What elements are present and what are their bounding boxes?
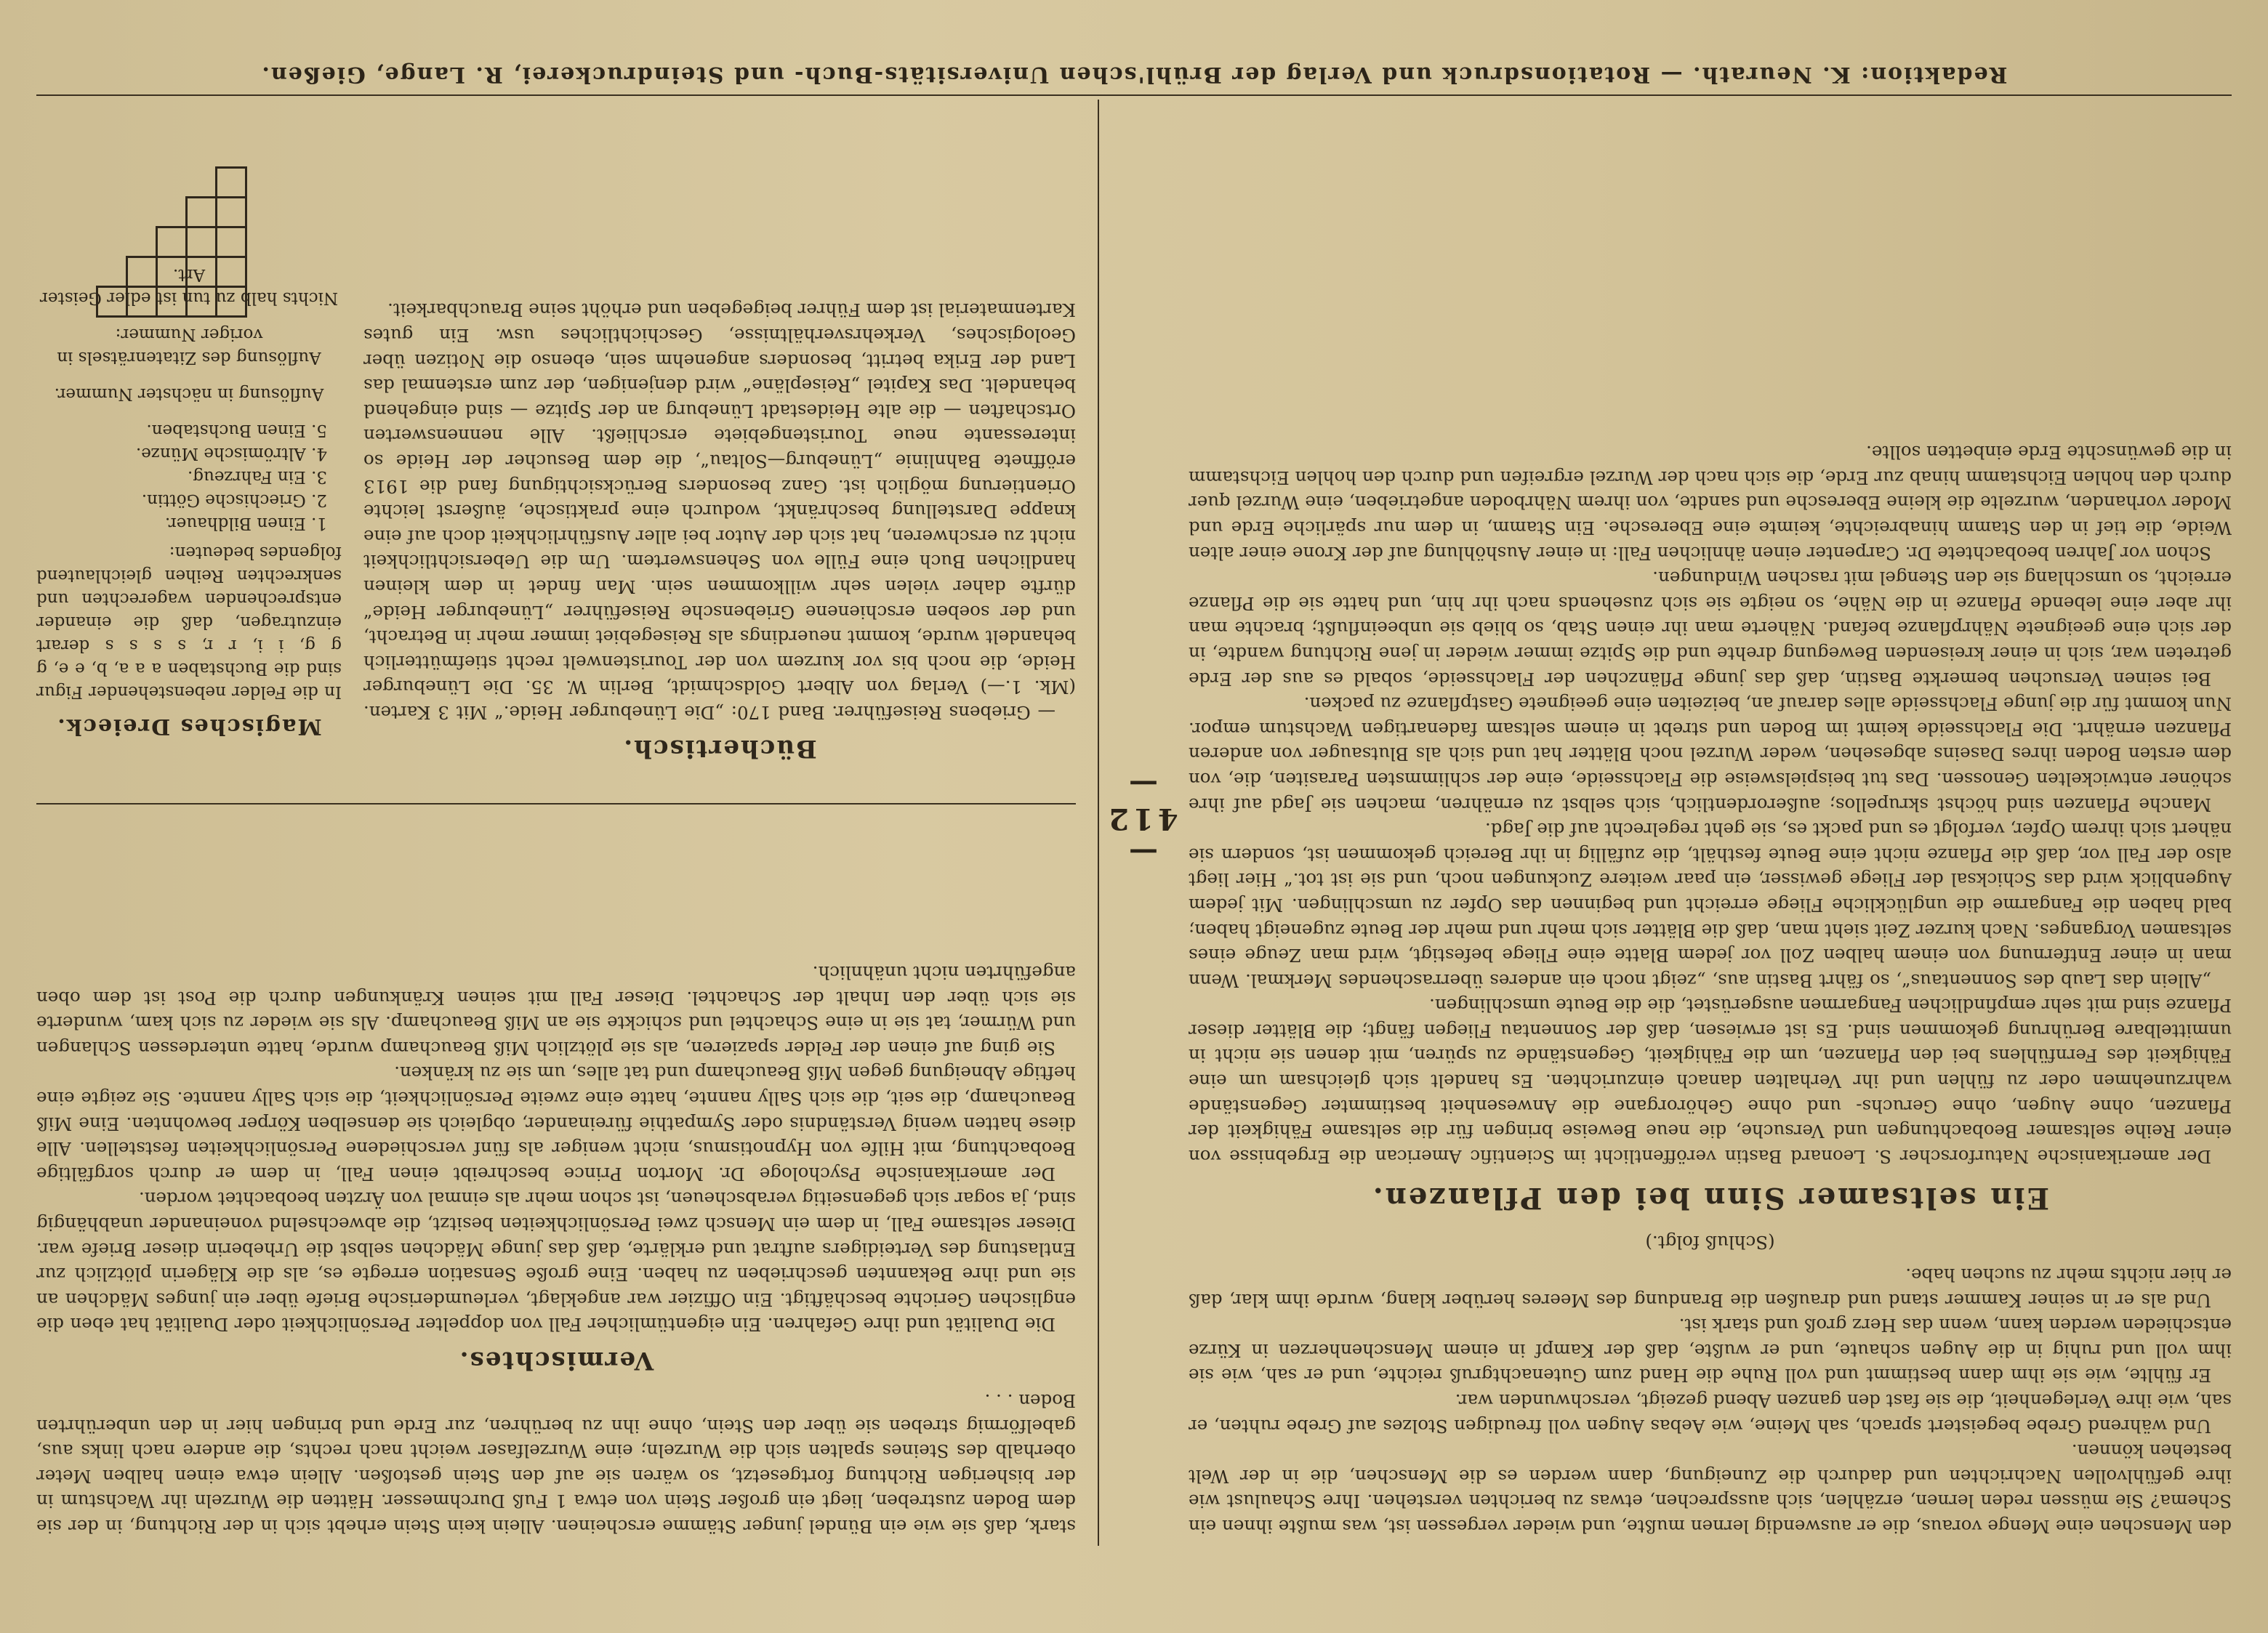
section-title: Vermischtes. xyxy=(458,1346,654,1376)
puzzle-clue: 2. Griechische Göttin. xyxy=(141,491,327,509)
story-paragraph: Er fühlte, wie sie ihm dann bestimmt und voll Ruhe die Hand zum Gutenachtgruß reichte, und er sah, wie sie ihm voll und ruhig in die Augen schaute, und er wußte, daß der Kampf in einem Menschenherzen in Kürze entschieden werden kann, wenn das Herz groß und stark ist. xyxy=(1189,1315,2232,1387)
puzzle-title: Magisches Dreieck. xyxy=(56,714,322,739)
magic-triangle-puzzle xyxy=(36,263,342,739)
triangle-cell xyxy=(185,256,217,288)
books-title: Büchertisch. xyxy=(622,734,817,763)
continued-note: (Schluß folgt.) xyxy=(1645,1232,1775,1254)
triangle-cell xyxy=(156,286,188,318)
article-continuation: stark, daß sie wie ein Bündel junger Stämme erscheinen. Allein kein Stein erhebt sich in der Richtung, in der sie dem Boden zustreben, liegt ein großer Stein von etwa 1 Fuß Durchmesser. Hätten die Wurzeln ihr Wachstum in der bisherigen Richtung fortgesetzt, so wären sie auf den Stein gestoßen. Allein etwa einen halben Meter oberhalb des Steines spalten sich die Wurzeln; eine Wurzelfaser weicht nach rechts, die andere nach links aus, gabelförmig streben sie über den Stein, ohne ihn zu berühren, zur Erde und bringen hier in den unberührten Boden . . . xyxy=(36,1390,1076,1537)
previous-solution-title: Auflösung des Zitatenrätsels in voriger Nummer: xyxy=(57,325,321,367)
imprint-footer: Redaktion: K. Neurath. — Rotationsdruck und Verlag der Brühl'schen Universitäts-Buch- und Steindruckerei, R. Lange, Gießen. xyxy=(260,62,2008,87)
books-section xyxy=(363,107,1076,775)
puzzle-instructions: In die Felder nebenstehender Figur sind die Buchstaben a a a, b, e e, g g g, i i, r r, s s s s derart einzutragen, daß die einander entsprechenden wagerechten und senkrechten Reihen gleichlautend folgendes bedeuten: xyxy=(36,543,342,701)
misc-paragraph: Sie ging auf einen der Felder spazieren, als sie plötzlich Miß Beauchamp wurde, hatte unterdessen Schlangen und Würmer, tat sie in eine Schachtel und schickte sie an Miß Beauchamp. Als sie wieder zu sich kam, wunderte sie sich über den Inhalt der Schachtel. Dieser Fall mit seinen Kränkungen durch die Post ist dem oben angeführten nicht unähnlich. xyxy=(36,962,1076,1059)
triangle-cell xyxy=(215,196,247,228)
puzzle-clues xyxy=(36,419,327,535)
triangle-cell xyxy=(185,226,217,258)
puzzle-clue: 3. Ein Fahrzeug. xyxy=(187,467,327,486)
previous-solution-answer: Nichts halb zu tun ist edler Geister Art. xyxy=(39,265,339,307)
book-review: — Griebens Reiseführer. Band 170: „Die Lüneburger Heide.“ Mit 3 Karten. (Mk. 1.—) Verlag von Albert Goldschmidt, Berlin W. 35. Die Lüneburger Heide, die noch bis vor kurzem von der Touristenwelt recht stiefmütterlich behandelt wurde, kommt neuerdings als Reisegebiet immer mehr in Betracht, und der soeben erschienene Griebensche Reiseführer „Lüneburger Heide“ dürfte daher vielen sehr willkommen sein. Man findet in dem kleinen handlichen Buch eine Fülle von Sehenswertem. Um die Uebersichtlichkeit nicht zu erschweren, hat sich der Autor bei aller Ausführlichkeit doch auf eine knappe Darstellung beschränkt, wodurch eine praktische, äußerst leichte Orientierung möglich ist. Ganz besonders Berücksichtigung fand die 1913 eröffnete Bahnlinie „Lüneburg—Soltau“, die dem Besucher der Heide so interessante neue Touristengebiete erschließt. Alle nennenswerten Ortschaften — die alte Heidestadt Lüneburg an der Spitze — sind eingehend behandelt. Das Kapitel „Reisepläne“ wird denjenigen, der zum erstenmal das Land der Erika betritt, besonders angenehm sein, ebenso die Notizen über Geologisches, Verkehrsverhältnisse, Geschichtliches usw. Ein gutes Kartenmaterial ist dem Führer beigegeben und erhöht seine Brauchbarkeit. xyxy=(363,299,1076,723)
triangle-cell xyxy=(215,226,247,258)
story-paragraph: Und als er in seiner Kammer stand und draußen die Brandung des Meeres herüber klang, wurde ihm klar, daß er hier nichts mehr zu suchen habe. xyxy=(1189,1265,2232,1311)
triangle-cell xyxy=(156,226,188,258)
footer-rule xyxy=(36,94,2232,96)
triangle-cell xyxy=(126,286,158,318)
left-column xyxy=(1189,180,2232,1539)
article-paragraph: Der amerikanische Naturforscher S. Leonard Bastin veröffentlicht im Scientific American die Ergebnisse von einer Reihe seltsamer Beobachtungen und Versuche, die neue Beweise bringen für die seltsame Fähigkeit der Pflanzen, ohne Augen, ohne Geruchs- und ohne Gehörorgane die Anwesenheit bestimmter Gegenstände wahrzunehmen oder zu fühlen und ihr Verhalten danach einzurichten. Es handelt sich gleichsam um eine Fähigkeit des Fernfühlens bei den Pflanzen, um die Fähigkeit, Gegenstände zu spüren, mit denen sie nicht in unmittelbare Berührung gekommen sind. Es ist erwiesen, daß der Sonnentau Fliegen fängt; die Blätter dieser Pflanze sind mit sehr empfindlichen Fangarmen ausgerüstet, die die Beute umschlingen. xyxy=(1189,995,2232,1167)
puzzle-solution-note: Auflösung in nächster Nummer. xyxy=(54,384,324,403)
triangle-cell xyxy=(185,196,217,228)
triangle-cell xyxy=(215,286,247,318)
article-paragraph: „Allein das Laub des Sonnentaus“, so fährt Bastin aus, „zeigt noch ein anderes überraschendes Merkmal. Wenn man in einer Entfernung von einem halben Zoll vor jedem Blatte eine Fliege befestigt, wird man Zeuge eines seltsamen Vorganges. Nach kurzer Zeit sieht man, daß die Blätter sich mehr und mehr der Beute zugeneigt haben; bald haben die Fangarme die unglückliche Fliege erreicht und beginnen das Opfer zu umschlingen. Mit jedem Augenblick wird das Schicksal der Fliege gewisser, ein paar weitere Zuckungen noch, und sie ist tot.“ Hier liegt also der Fall vor, daß die Pflanze nicht eine Beute festhält, die zufällig in ihr Bereich gekommen ist, sondern sie nähert sich ihrem Opfer, verfolgt es und packt es, sie geht regelrecht auf die Jagd. xyxy=(1189,819,2232,991)
triangle-cell xyxy=(126,256,158,288)
page-number: — 412 — xyxy=(1104,767,1178,870)
article-title: Ein seltsamer Sinn bei den Pflanzen. xyxy=(1370,1180,2050,1215)
puzzle-clue: 5. Einen Buchstaben. xyxy=(146,421,327,440)
right-column xyxy=(36,797,1076,1539)
story-paragraph: Und während Grebe begeistert sprach, sah Meine, wie Aebas Augen voll freudigen Stolzes auf Grebe ruhten, er sah, wie ihre Verlegenheit, die sie fast den ganzen Abend gezeigt, verschwunden war. xyxy=(1189,1390,2232,1437)
article-paragraph: Schon vor Jahren beobachtete Dr. Carpenter einen ähnlichen Fall: in einer Aushöhlung auf der Krone einer alten Weide, die tief in den Stamm hinabreichte, keimte eine Eberesche. Ein Stamm, in dem nur spärliche Erde und Moder vorhanden, wurzelte die kleine Eberesche und sandte, von ihrem Nährboden angetrieben, eine Wurzel quer durch den hohlen Eichstamm hinab zur Erde, die sich nach der Wurzel ergreifen und durch den hohlen Eichstamm in die gewünschte Erde einbetten sollte. xyxy=(1189,442,2232,564)
triangle-cell xyxy=(96,286,128,318)
triangle-cell xyxy=(156,256,188,288)
triangle-cell xyxy=(185,286,217,318)
article-paragraph: Manche Pflanzen sind höchst skrupellos; außerordentlich, sich selbst zu ernähren, machen sie Jagd auf ihre schöner entwickelten Genossen. Das tut beispielsweise die Flachsseide, eine der schlimmsten Parasiten, die, von dem ersten Boden ihres Daseins abgesehen, weder Wurzel noch Blätter hat und sich als Blutsauger von anderen Pflanzen ernährt. Die Flachsseide keimt im Boden und strebt in einem seltsam fadenartigen Wachstum empor. Nun kommt für die junge Flachsseide alles darauf an, beizeiten eine geeignete Gastpflanze zu packen. xyxy=(1189,693,2232,815)
article-paragraph: Bei seinen Versuchen bemerkte Bastin, daß das junge Pflänzchen der Flachsseide, sobald es aus der Erde getreten war, sich in einer kreisenden Bewegung drehte und die Spitze immer wieder in jene Richtung wandte, in der sich eine geeignete Nährpflanze befand. Näherte man ihr einen Stab, so blieb sie unbeeinflußt; brachte man ihr aber eine lebende Pflanze in die Nähe, so neigte sie sich zusehends nach ihr hin, und hatte sie die Pflanze erreicht, so umschlang sie den Stengel mit raschen Windungen. xyxy=(1189,568,2232,690)
story-paragraph: den Menschen eine Menge voraus, die er auswendig lernen mußte, und wieder vergessen ist, was mußte ihnen ein Schema? Sie müssen reden lernen, erzählen, sich aussprechen, etwas zu berichten verstehen. Ihre Schaulust wie ihre gefühlvollen Nachrichten und dadurch die Zuneigung, dann werden es die Menschen, die in der Welt bestehen können. xyxy=(1189,1440,2232,1537)
section-divider xyxy=(36,803,1076,805)
column-divider xyxy=(1098,100,1099,1546)
triangle-cell xyxy=(215,166,247,198)
puzzle-clue: 4. Altrömische Münze. xyxy=(135,444,327,463)
misc-paragraph: Die Dualität und ihre Gefahren. Ein eigentümlicher Fall von doppelter Persönlichkeit oder Dualität hat eben die englischen Gerichte beschäftigt. Ein Offizier war angeklagt, verleumderische Briefe über ein junges Mädchen an sie und ihre Bekannten geschrieben zu haben. Eine große Sensation erregte es, als die Klägerin plötzlich zur Entlastung des Verteidigers auftrat und erklärte, daß das junge Mädchen selbst die Urheberin dieser Briefe war. Dieser seltsame Fall, in dem ein Mensch zwei Persönlichkeiten besitzt, die abwechselnd voneinander unabhängig sind, ja sogar sich gegenseitig verabscheuen, ist schon mehr als einmal von Ärzten beobachtet worden. xyxy=(36,1188,1076,1336)
misc-paragraph: Der amerikanische Psychologe Dr. Morton Prince beschreibt einen Fall, in dem er durch sorgfältige Beobachtung, mit Hilfe von Hypnotismus, nicht weniger als fünf verschiedene Persönlichkeiten feststellen. Alle diese hatten wenig Verständnis oder Sympathie füreinander, obgleich sie denselben Körper bewohnten. Eine Miß Beauchamp, die seit, die sich Sally nannte, hatte eine zweite Persönlichkeit, die sich Sally nannte. Sie zeigte eine heftige Abneigung gegen Miß Beauchamp und tat alles, um sie zu kränken. xyxy=(36,1063,1076,1185)
triangle-cell xyxy=(215,256,247,288)
puzzle-clue: 1. Einen Bildhauer. xyxy=(164,514,327,533)
